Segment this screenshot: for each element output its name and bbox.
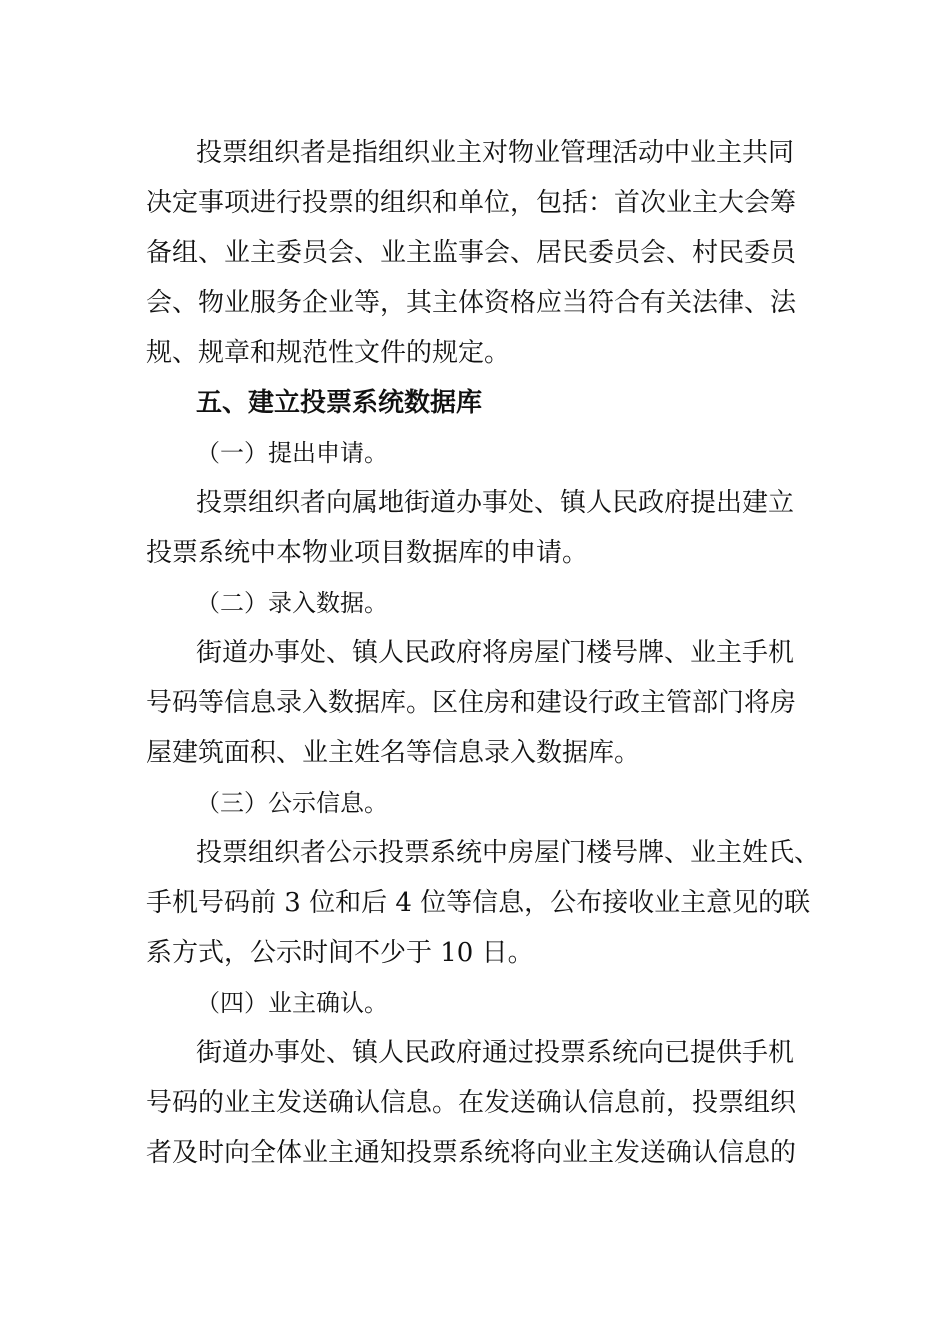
paragraph-line: 街道办事处、镇人民政府通过投票系统向已提供手机 [196,1038,795,1068]
paragraph-line: 备组、业主委员会、业主监事会、居民委员会、村民委员 [146,238,797,268]
paragraph-line: 投票组织者是指组织业主对物业管理活动中业主共同 [196,138,795,168]
paragraph-line: 街道办事处、镇人民政府将房屋门楼号牌、业主手机 [196,638,795,668]
subsection-heading: （三）公示信息。 [196,789,388,817]
paragraph-line: 号码的业主发送确认信息。在发送确认信息前，投票组织 [146,1088,797,1118]
paragraph-line: 者及时向全体业主通知投票系统将向业主发送确认信息的 [146,1138,797,1168]
paragraph-line: 屋建筑面积、业主姓名等信息录入数据库。 [146,738,641,768]
subsection-heading: （四）业主确认。 [196,989,388,1017]
paragraph-line: 决定事项进行投票的组织和单位，包括：首次业主大会筹 [146,188,797,218]
section-heading: 五、建立投票系统数据库 [196,388,483,418]
paragraph-line: 会、物业服务企业等，其主体资格应当符合有关法律、法 [146,288,797,318]
paragraph-line: 规、规章和规范性文件的规定。 [146,338,511,368]
paragraph-line: 投票组织者向属地街道办事处、镇人民政府提出建立 [196,488,795,518]
paragraph-line: 投票组织者公示投票系统中房屋门楼号牌、业主姓氏、 [196,838,821,868]
paragraph-line: 系方式，公示时间不少于 10 日。 [146,938,534,968]
subsection-heading: （二）录入数据。 [196,589,388,617]
subsection-heading: （一）提出申请。 [196,439,388,467]
paragraph-line: 手机号码前 3 位和后 4 位等信息，公布接收业主意见的联 [146,888,811,918]
paragraph-line: 投票系统中本物业项目数据库的申请。 [146,538,589,568]
paragraph-line: 号码等信息录入数据库。区住房和建设行政主管部门将房 [146,688,797,718]
